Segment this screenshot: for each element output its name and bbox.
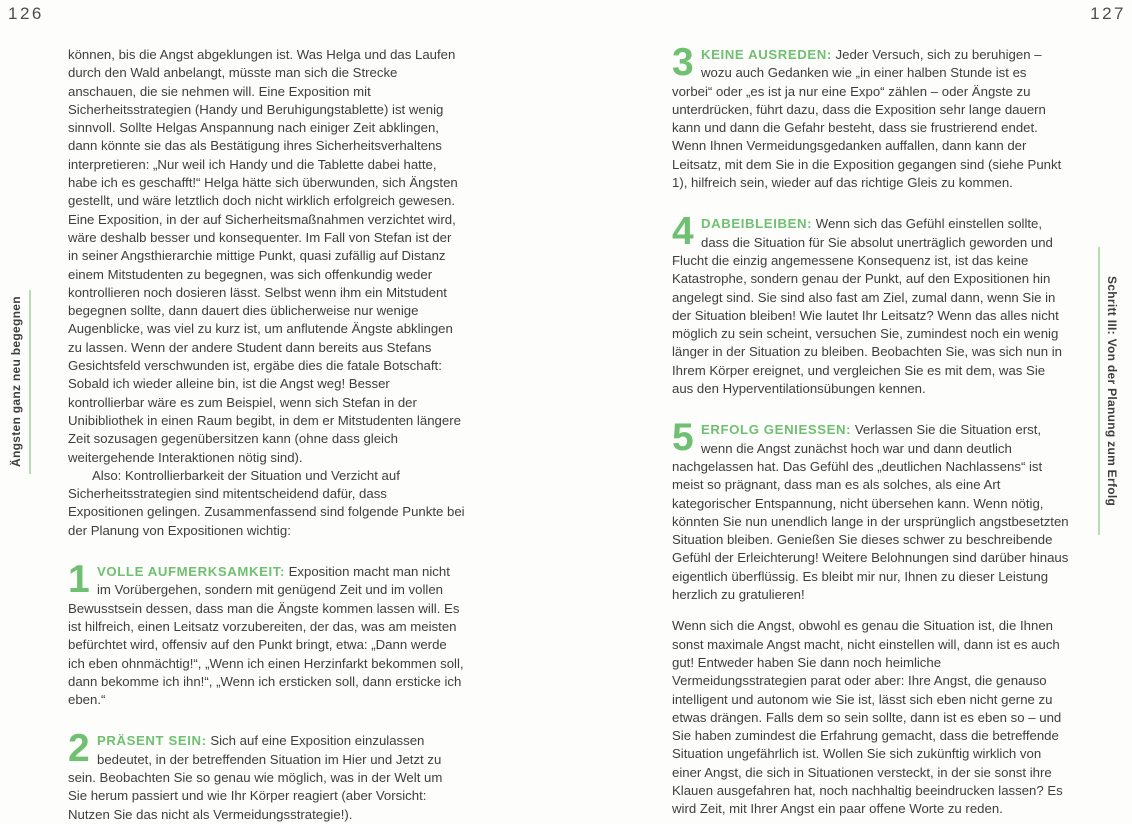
- left-page-text-column: [68, 46, 465, 824]
- body-paragraph: Also: Kontrollierbarkeit der Situation und Verzicht auf Sicherheitsstrategien sind mitentscheidend dafür, dass Expositionen gelingen. Zusammenfassend sind folgende Punkte bei der Planung von Expositionen wichtig:: [68, 467, 465, 538]
- page-number-right: 127: [1090, 4, 1126, 23]
- point-heading: VOLLE AUFMERKSAMKEIT:: [97, 564, 285, 580]
- right-chapter-label: Schritt III: Von der Planung zum Erfolg: [1105, 275, 1119, 507]
- numbered-point-3: [672, 41, 1069, 192]
- point-text: Jeder Versuch, sich zu beruhigen – wozu auch Gedanken wie „in einer halben Stunde ist es vorbei“ oder „es ist ja nur eine Expo“ zählen – oder Ängste zu unterdrücken, führt dazu, dass die Exposition sehr lange dauern kann und dann die Gefahr besteht, dass sie frustrierend endet. Wenn Ihnen Vermeidungsgedanken auffallen, dann kann der Leitsatz, mit dem Sie in die Exposition gegangen sind (siehe Punkt 1), hilfreich sein, wieder auf das richtige Gleis zu kommen.: [672, 47, 1062, 191]
- left-chapter-tab: [9, 290, 31, 474]
- right-page-text-column: [672, 41, 1069, 819]
- point-number: 5: [672, 416, 693, 460]
- point-number: 3: [672, 41, 693, 84]
- right-chapter-tab: [1098, 247, 1119, 535]
- numbered-point-5: [672, 416, 1069, 604]
- numbered-point-4: [672, 210, 1069, 398]
- point-number: 1: [68, 558, 89, 602]
- left-chapter-label: Ängsten ganz neu begegnen: [9, 296, 23, 468]
- point-heading: ERFOLG GENIESSEN:: [701, 422, 852, 438]
- numbered-point-1: [68, 558, 465, 709]
- numbered-point-2: [68, 727, 465, 823]
- point-number: 2: [68, 727, 89, 771]
- body-paragraph: können, bis die Angst abgeklungen ist. Was Helga und das Laufen durch den Wald anbelangt, müsste man sich die Strecke anschauen, die sie nehmen will. Eine Exposition mit Sicherheitsstrategien (Handy und Beruhigungstablette) ist wenig sinnvoll. Sollte Helgas Anspannung nach einiger Zeit abklingen, dann könnte sie das als Bestätigung ihres Sicherheitsverhaltens interpretieren: „Nur weil ich Handy und die Tablette dabei hatte, habe ich es geschafft!“ Helga hätte sich überwunden, sich Ängsten gestellt, und wäre letztlich doch nicht wirklich erfolgreich gewesen. Eine Exposition, in der auf Sicherheitsmaßnahmen verzichtet wird, wäre deshalb besser und konsequenter. Im Fall von Stefan ist der in seiner Angsthierarchie mittige Punkt, quasi zufällig auf Distanz einem Mitstudenten zu begegnen, was sich offenkundig weder kontrollieren noch dosieren lässt. Selbst wenn ihm ein Mitstudent begegnen sollte, dann dauert dies üblicherweise nur wenige Augenblicke, was viel zu kurz ist, um anflutende Ängste abklingen zu lassen. Wenn der andere Student dann bereits aus Stefans Gesichtsfeld verschwunden ist, ergäbe dies die fatale Botschaft: Sobald ich wieder alleine bin, ist die Angst weg! Besser kontrollierbar wäre es zum Beispiel, wenn sich Stefan in der Unibibliothek in einen Raum begibt, in dem er Mitstudenten längere Zeit sozusagen gegenübersitzen kann (ohne dass gleich weitergehende Interaktionen nötig sind).: [68, 47, 461, 465]
- point-text: Exposition macht man nicht im Vorübergehen, sondern mit genügend Zeit und im vollen Bewusstsein dessen, dass man die Ängste kommen lassen will. Es ist hilfreich, einen Leitsatz vorzubereiten, der das, was am meisten befürchtet wird, offensiv auf den Punkt bringt, etwa: „Dann werde ich eben ohnmächtig!“, „Wenn ich einen Herzinfarkt bekommen soll, dann bekomme ich ihn!“, „Wenn ich ersticken soll, dann ersticke ich eben.“: [68, 564, 464, 708]
- page-number-left: 126: [8, 4, 44, 23]
- right-chapter-tab-line: [1098, 247, 1100, 535]
- point-number: 4: [672, 210, 693, 254]
- closing-paragraph: Wenn sich die Angst, obwohl es genau die Situation ist, die Ihnen sonst maximale Angst macht, nicht einstellen will, dann ist es auch gut! Entweder haben Sie dann noch heimliche Vermeidungsstrategien parat oder aber: Ihre Angst, die genauso intelligent und autonom wie Sie ist, lässt sich eben nicht gerne zu etwas drängen. Falls dem so sein sollte, dann ist es eben so – und Sie haben zumindest die Erfahrung gemacht, dass die betreffende Situation ungefährlich ist. Wollen Sie sich zukünftig wirklich von einer Angst, die sich in Situationen versteckt, in der sie sonst ihre Klauen ausgefahren hat, noch nachhaltig beeindrucken lassen? Es wird Zeit, mit Ihrer Angst ein paar offene Worte zu reden.: [672, 618, 1063, 817]
- point-text: Verlassen Sie die Situation erst, wenn die Angst zunächst hoch war und dann deutlich nachgelassen hat. Das Gefühl des „deutlichen Nachlassens“ ist meist so prägnant, dass man es als solches, als eine Art kategorischer Entspannung, nicht übersehen kann. Wenn nötig, könnten Sie nun unendlich lange in der ursprünglich angstbesetzten Situation bleiben. Genießen Sie dieses schwer zu beschreibende Gefühl der Erleichterung! Weitere Belohnungen sind darüber hinaus eigentlich überflüssig. Es bleibt mir nur, Ihnen zu dieser Leistung herzlich zu gratulieren!: [672, 422, 1069, 603]
- point-heading: KEINE AUSREDEN:: [701, 47, 832, 62]
- point-heading: DABEIBLEIBEN:: [701, 216, 813, 232]
- point-text: Wenn sich das Gefühl einstellen sollte, dass die Situation für Sie absolut unerträglich geworden und Flucht die einzig angemessene Konsequenz ist, ist das keine Katastrophe, sondern genau der Punkt, auf den Expositionen hin angelegt sind. Sie sind also fast am Ziel, zumal dann, wenn Sie in der Situation bleiben! Wie lautet Ihr Leitsatz? Wenn das alles nicht möglich zu sein scheint, versuchen Sie, zumindest noch ein wenig länger in der Situation zu bleiben. Beobachten Sie, was sich nun in Ihrem Körper ereignet, und vergleichen Sie es mit dem, was Sie aus den Hyperventilationsübungen kennen.: [672, 216, 1063, 397]
- point-text: Sich auf eine Exposition einzulassen bedeutet, in der betreffenden Situation im Hier und Jetzt zu sein. Beobachten Sie so genau wie möglich, was in der Welt um Sie herum passiert und wie Ihr Körper reagiert (aber Vorsicht: Nutzen Sie das nicht als Vermeidungsstrategie!).: [68, 733, 443, 822]
- point-heading: PRÄSENT SEIN:: [97, 733, 207, 749]
- left-chapter-tab-line: [29, 290, 31, 474]
